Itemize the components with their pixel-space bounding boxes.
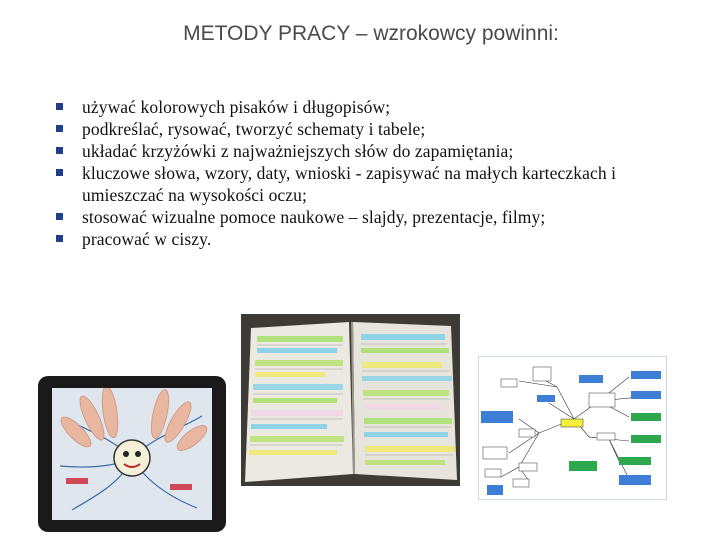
bullet-item xyxy=(52,96,702,118)
bullet-text: kluczowe słowa, wzory, daty, wnioski - zapisywać na małych karteczkach i umieszczać na wysokości oczu; xyxy=(82,163,617,205)
mind-map-diagram xyxy=(478,356,667,500)
bullet-text: stosować wizualne pomoce naukowe – slajdy, prezentacje, filmy; xyxy=(82,207,546,227)
tablet-mind-map-photo xyxy=(38,376,226,532)
bullet-text: podkreślać, rysować, tworzyć schematy i tabele; xyxy=(82,119,426,139)
bullet-text: układać krzyżówki z najważniejszych słów do zapamiętania; xyxy=(82,141,514,161)
tablet-illustration xyxy=(52,388,212,520)
bullet-item xyxy=(52,140,702,162)
tablet-screen xyxy=(52,388,212,520)
bullet-text: używać kolorowych pisaków i długopisów; xyxy=(82,97,391,117)
bullet-item xyxy=(52,118,702,140)
bullet-list xyxy=(52,96,702,250)
square-bullet-icon xyxy=(56,125,63,132)
bullet-item xyxy=(52,206,702,228)
square-bullet-icon xyxy=(56,213,63,220)
bullet-item xyxy=(52,228,702,250)
bullet-text: pracować w ciszy. xyxy=(82,229,212,249)
slide-title: METODY PRACY – wzrokowcy powinni: xyxy=(183,22,559,45)
bullet-item xyxy=(52,162,702,206)
square-bullet-icon xyxy=(56,147,63,154)
highlighted-book-photo xyxy=(241,314,460,486)
square-bullet-icon xyxy=(56,169,63,176)
mind-map-illustration xyxy=(479,357,666,499)
square-bullet-icon xyxy=(56,103,63,110)
square-bullet-icon xyxy=(56,235,63,242)
book-illustration xyxy=(241,314,460,486)
